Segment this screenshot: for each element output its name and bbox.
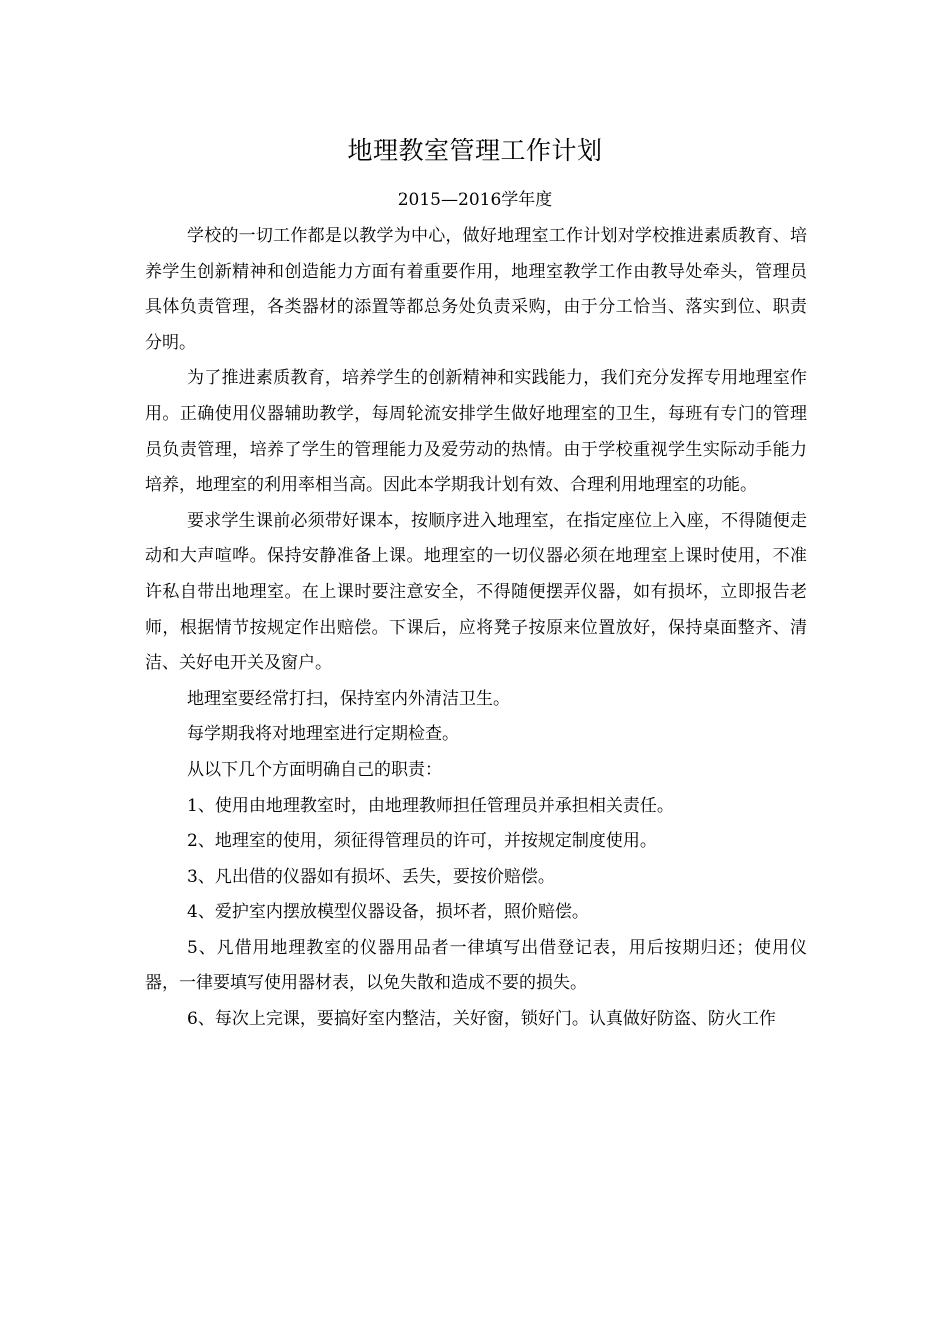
list-item-duty-1: 1、使用由地理教室时，由地理教师担任管理员并承担相关责任。 — [187, 795, 674, 816]
document-body — [145, 219, 807, 1038]
paragraph-cleaning: 地理室要经常打扫，保持室内外清洁卫生。 — [187, 688, 510, 709]
paragraph-duties-heading: 从以下几个方面明确自己的职责： — [187, 759, 442, 780]
list-item-duty-6: 6、每次上完课，要搞好室内整洁，关好窗，锁好门。认真做好防盗、防火工作 — [187, 1009, 776, 1030]
paragraph-student-rules: 要求学生课前必须带好课本，按顺序进入地理室，在指定座位上入座，不得随便走动和大声喧哗。保持安静准备上课。地理室的一切仪器必须在地理室上课时使用，不准许私自带出地理室。在上课时要注意安全，不得随便摆弄仪器，如有损坏，立即报告老师，根据情节按规定作出赔偿。下课后，应将凳子按原来位置放好，保持桌面整齐、清洁、关好电开关及窗户。 — [145, 510, 807, 674]
document-title: 地理教室管理工作计划 — [347, 136, 603, 165]
paragraph-inspection: 每学期我将对地理室进行定期检查。 — [187, 724, 459, 745]
list-item-duty-5: 5、凡借用地理教室的仪器用品者一律填写出借登记表，用后按期归还；使用仪器，一律要填写使用器材表，以免失散和造成不要的损失。 — [145, 937, 807, 994]
list-item-duty-2: 2、地理室的使用，须征得管理员的许可，并按规定制度使用。 — [187, 831, 657, 852]
list-item-duty-3: 3、凡出借的仪器如有损坏、丢失，要按价赔偿。 — [187, 866, 555, 887]
list-item-duty-4: 4、爱护室内摆放模型仪器设备，损坏者，照价赔偿。 — [187, 902, 589, 923]
paragraph-intro: 学校的一切工作都是以教学为中心，做好地理室工作计划对学校推进素质教育、培养学生创新精神和创造能力方面有着重要作用，地理室教学工作由教导处牵头，管理员具体负责管理，各类器材的添置等都总务处负责采购，由于分工恰当、落实到位、职责分明。 — [145, 226, 807, 353]
paragraph-quality-education: 为了推进素质教育，培养学生的创新精神和实践能力，我们充分发挥专用地理室作用。正确使用仪器辅助教学，每周轮流安排学生做好地理室的卫生，每班有专门的管理员负责管理，培养了学生的管理能力及爱劳动的热情。由于学校重视学生实际动手能力培养，地理室的利用率相当高。因此本学期我计划有效、合理利用地理室的功能。 — [145, 368, 807, 496]
document-subtitle: 2015—2016学年度 — [397, 190, 553, 210]
